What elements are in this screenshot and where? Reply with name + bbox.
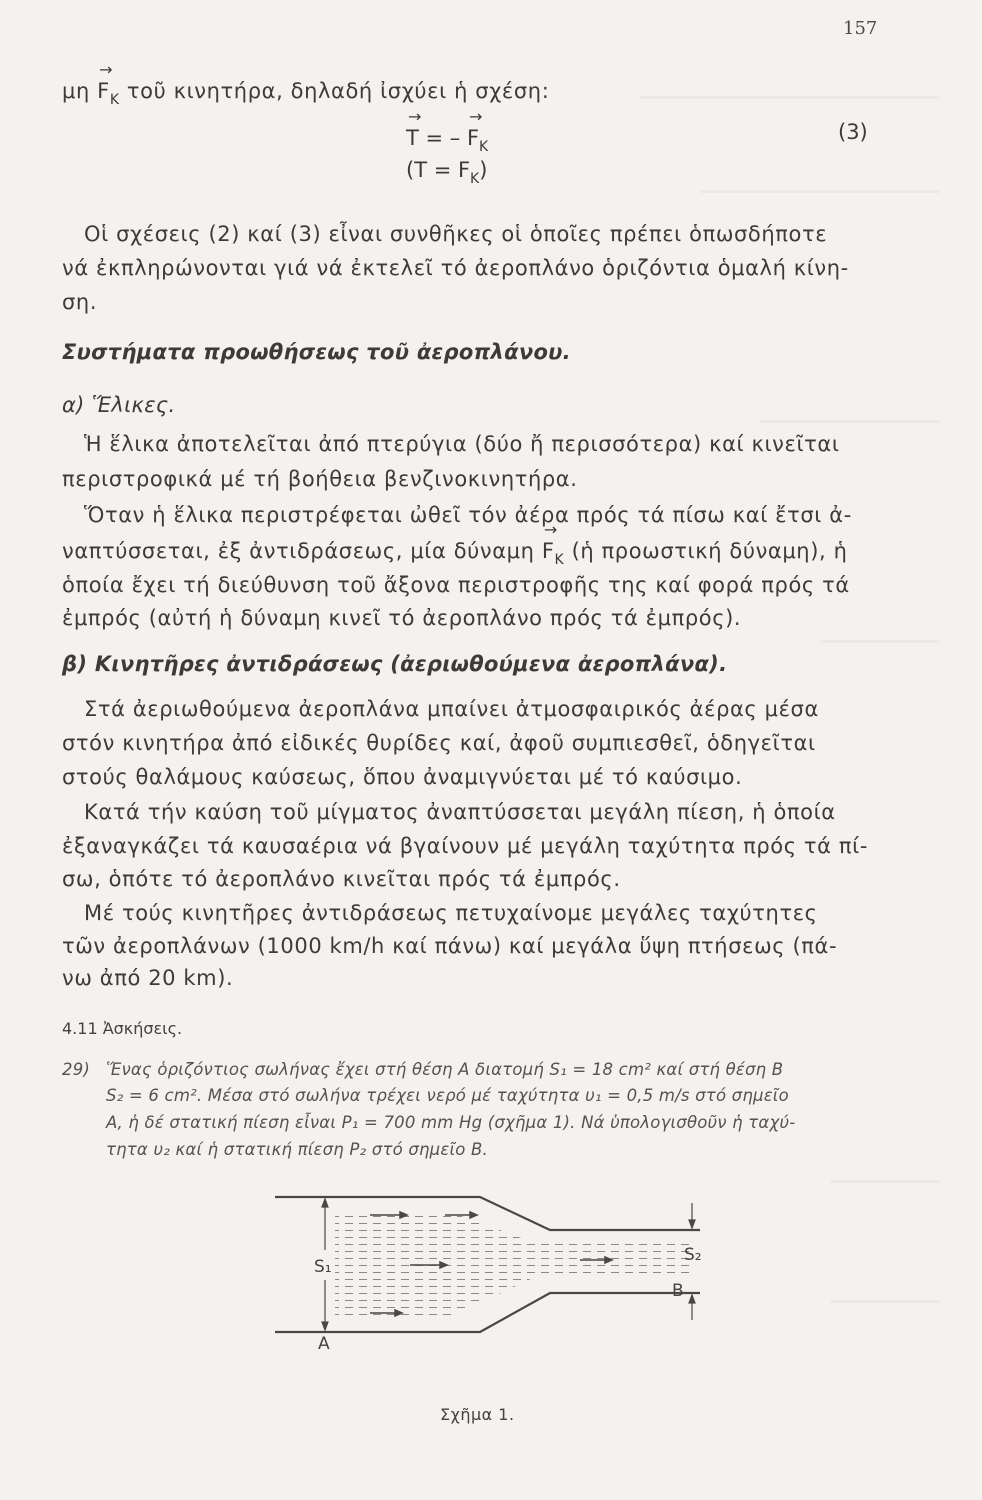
- magnitude-subscript: K: [470, 171, 480, 187]
- magnitude-open: (T = F: [406, 158, 471, 182]
- section-heading: Συστήματα προωθήσεως τοῦ ἀεροπλάνου.: [62, 340, 571, 364]
- paragraph-line: Μέ τούς κινητῆρες ἀντιδράσεως πετυχαίνομε μεγάλες ταχύτητες: [84, 901, 818, 925]
- force-subscript: K: [554, 552, 565, 568]
- bleed-through: [830, 1180, 940, 1183]
- bleed-through: [820, 640, 940, 643]
- force-symbol: F: [97, 79, 110, 103]
- thrust-symbol: T: [406, 126, 419, 150]
- water-fill: [335, 1212, 695, 1317]
- line-text-before: ναπτύσσεται, ἐξ ἀντιδράσεως, μία δύναμη: [62, 539, 542, 563]
- paragraph-line: νω ἀπό 20 km).: [62, 966, 234, 990]
- equation-3: [406, 126, 489, 155]
- magnitude-close: ): [479, 158, 488, 182]
- paragraph-line: ὁποία ἔχει τή διεύθυνση τοῦ ἄξονα περιστροφῆς της καί φορά πρός τά: [62, 573, 850, 597]
- paragraph-line: Ἡ ἕλικα ἀποτελεῖται ἀπό πτερύγια (δύο ἤ περισσότερα) καί κινεῖται: [84, 432, 840, 456]
- force-symbol: F: [466, 126, 480, 150]
- paragraph-line: νά ἐκπληρώνονται γιά νά ἐκτελεῖ τό ἀεροπλάνο ὁριζόντια ὁμαλή κίνη-: [62, 256, 849, 280]
- line-text-after: (ἡ προωστική δύναμη), ἡ: [564, 539, 848, 563]
- exercises-section-title: 4.11 Ἀσκήσεις.: [62, 1019, 183, 1038]
- paragraph-line: στόν κινητήρα ἀπό εἰδικές θυρίδες καί, ἀφοῦ συμπιεσθεῖ, ὁδηγεῖται: [62, 731, 816, 755]
- bleed-through: [700, 190, 940, 193]
- bleed-through: [640, 96, 940, 99]
- paragraph-line: ἐμπρός (αὐτή ἡ δύναμη κινεῖ τό ἀεροπλάνο πρός τά ἐμπρός).: [62, 606, 742, 630]
- paragraph-line: σω, ὁπότε τό ἀεροπλάνο κινεῖται πρός τά ἐμπρός.: [62, 867, 621, 891]
- equation-magnitude: [406, 158, 488, 187]
- page-number: 157: [843, 18, 878, 39]
- paragraph-line: [62, 539, 848, 568]
- exercise-line: Ἕνας ὁριζόντιος σωλήνας ἔχει στή θέση Α διατομή S₁ = 18 cm² καί στή θέση Β: [106, 1060, 784, 1079]
- paragraph-line: Ὅταν ἡ ἕλικα περιστρέφεται ὠθεῖ τόν ἀέρα πρός τά πίσω καί ἔτσι ἀ-: [84, 503, 852, 527]
- subsection-heading-b: β) Κινητῆρες ἀντιδράσεως (ἀεριωθούμενα ἀεροπλάνα).: [62, 652, 728, 676]
- paragraph-line: ση.: [62, 290, 98, 314]
- equation-number: (3): [838, 120, 868, 144]
- force-subscript: K: [109, 92, 120, 108]
- intro-text-before: μη: [62, 79, 98, 103]
- subsection-heading-a: α) Ἕλικες.: [62, 393, 176, 417]
- force-symbol: F: [541, 539, 555, 563]
- figure-caption: Σχῆμα 1.: [440, 1405, 515, 1424]
- force-subscript: K: [479, 139, 489, 155]
- paragraph-line: τῶν ἀεροπλάνων (1000 km/h καί πάνω) καί μεγάλα ὕψη πτήσεως (πά-: [62, 934, 838, 958]
- exercise-line: τητα υ₂ καί ἡ στατική πίεση P₂ στό σημεῖο Β.: [106, 1140, 488, 1159]
- equation-equals: = –: [418, 126, 467, 150]
- label-b: B: [672, 1281, 684, 1301]
- bleed-through: [830, 1300, 940, 1303]
- paragraph-line: στούς θαλάμους καύσεως, ὅπου ἀναμιγνύεται μέ τό καύσιμο.: [62, 765, 743, 789]
- paragraph-line: Στά ἀεριωθούμενα ἀεροπλάνα μπαίνει ἀτμοσφαιρικός ἀέρας μέσα: [84, 697, 819, 721]
- paragraph-line: περιστροφικά μέ τή βοήθεια βενζινοκινητήρα.: [62, 467, 578, 491]
- intro-line: [62, 79, 550, 108]
- exercise-line: Α, ἡ δέ στατική πίεση εἶναι P₁ = 700 mm Hg (σχῆμα 1). Νά ὑπολογισθοῦν ἡ ταχύ-: [106, 1113, 796, 1132]
- paragraph-line: ἐξαναγκάζει τά καυσαέρια νά βγαίνουν μέ μεγάλη ταχύτητα πρός τά πί-: [62, 834, 869, 858]
- force-vector: [541, 539, 565, 568]
- label-a: A: [318, 1334, 330, 1354]
- exercise-line: S₂ = 6 cm². Μέσα στό σωλήνα τρέχει νερό μέ ταχύτητα υ₁ = 0,5 m/s στό σημεῖο: [106, 1086, 789, 1105]
- paragraph-line: Οἱ σχέσεις (2) καί (3) εἶναι συνθῆκες οἱ ὁποῖες πρέπει ὁπωσδήποτε: [84, 222, 828, 246]
- label-s2: S₂: [684, 1245, 702, 1265]
- intro-text-after: τοῦ κινητήρα, δηλαδή ἰσχύει ἡ σχέση:: [119, 79, 550, 103]
- label-s1: S₁: [314, 1257, 332, 1277]
- thrust-vector: [406, 126, 419, 150]
- bleed-through: [760, 420, 940, 423]
- exercise-number: 29): [62, 1060, 91, 1079]
- paragraph-line: Κατά τήν καύση τοῦ μίγματος ἀναπτύσσεται μεγάλη πίεση, ἡ ὁποία: [84, 800, 836, 824]
- force-vector: [466, 126, 489, 155]
- force-vector: [97, 79, 120, 108]
